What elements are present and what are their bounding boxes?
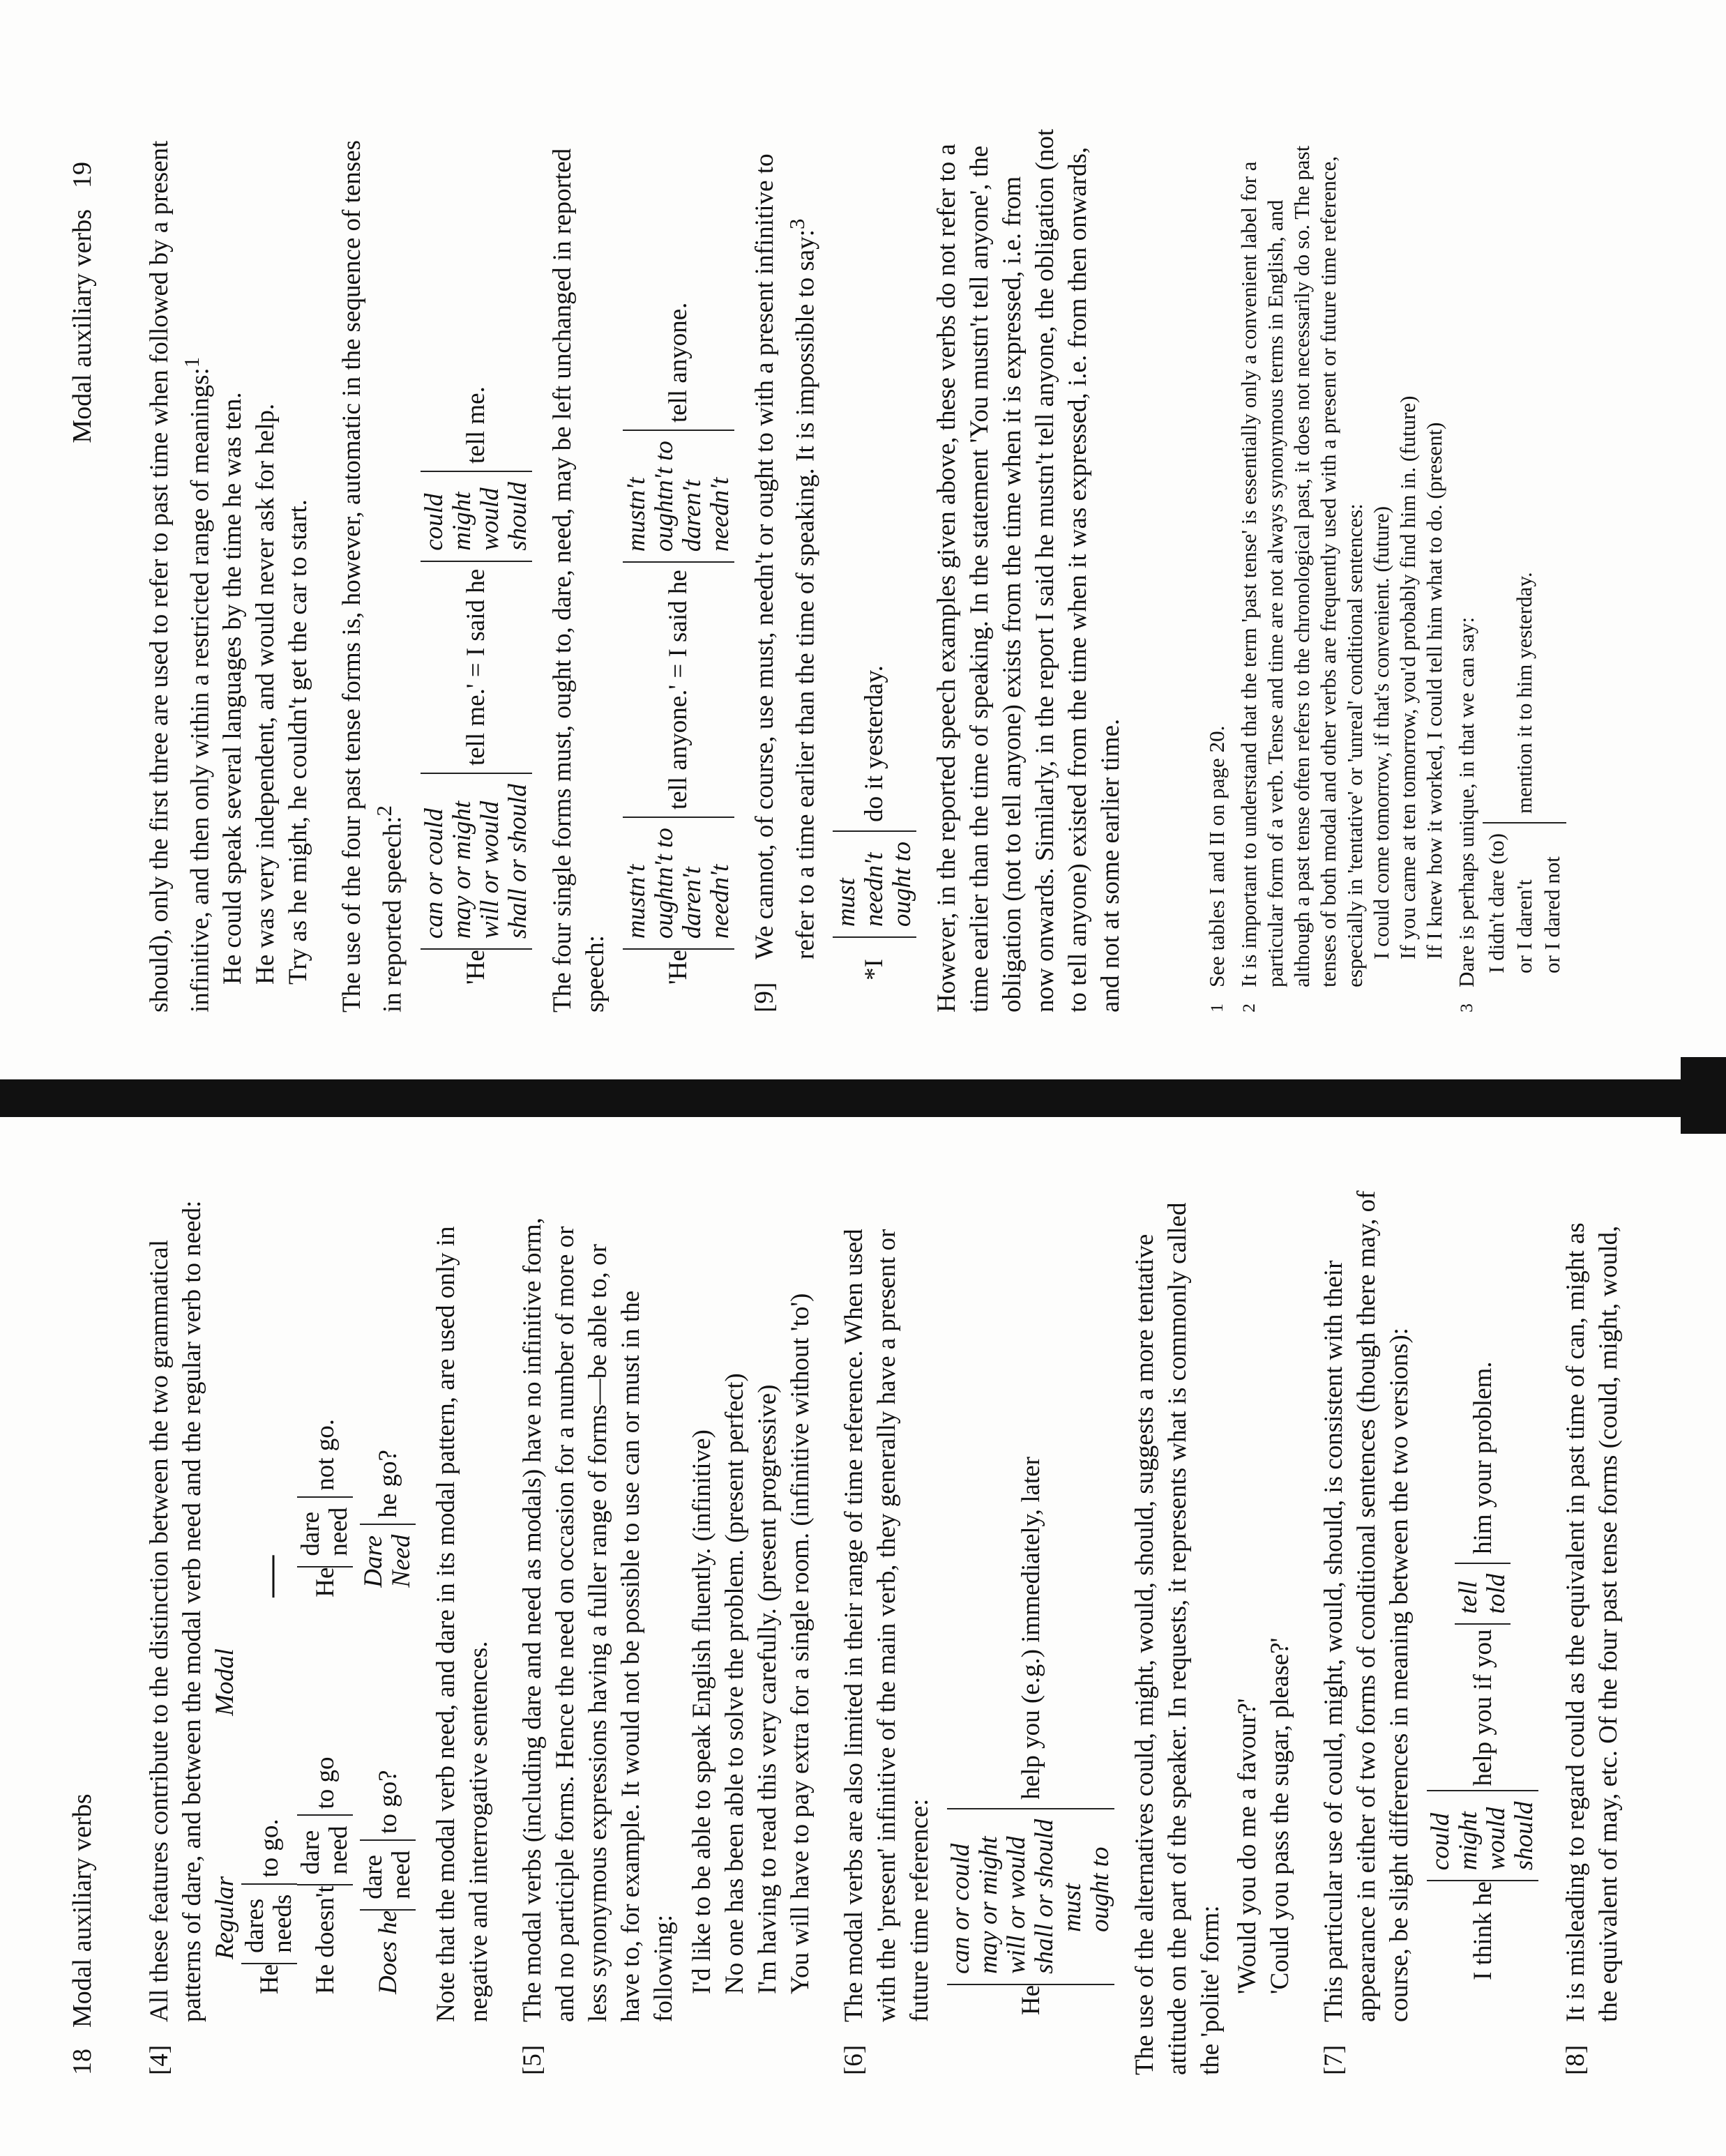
- example: I could come tomorrow, if that's convenient. (future): [1368, 506, 1393, 959]
- column-head-regular: Regular: [211, 1876, 239, 1959]
- modal-stack: [421, 773, 532, 950]
- verb-stack: [1455, 1563, 1511, 1625]
- modal-form: daren't: [677, 867, 706, 939]
- modal-form: could: [419, 493, 448, 551]
- footnote-text: It is important to understand that the term 'past tense' is essentially only a convenient label for a particular form of a verb. Tense and time are not always synonymous terms in English, and although a past tense often refers to the chronological past, it does not necessarily do so. The past tenses of both modal and other verbs are frequently used with a present or future time reference, especially in 'tentative' or 'unreal' conditional sentences:: [1236, 145, 1367, 987]
- pattern-subject: He: [255, 1964, 284, 1994]
- example-list: [1231, 1190, 1296, 1994]
- section-number: [6]: [840, 2044, 868, 2075]
- continued-text: should), only the first three are used to refer to past time when followed by a present infinitive, and then only within a restricted range of meanings:: [145, 140, 215, 1012]
- example: If I knew how it worked, I could tell him what to do. (present): [1421, 422, 1446, 959]
- modal-form: may or might: [447, 800, 476, 939]
- footnote-3: [1453, 127, 1566, 1012]
- pattern-row: [360, 1604, 416, 1994]
- pattern-row: [297, 1604, 353, 1994]
- footnotes: [1204, 127, 1566, 1012]
- table-subject: I think he: [1468, 1881, 1497, 1980]
- paragraph: [748, 127, 822, 959]
- pattern-row: [297, 1419, 353, 1597]
- verb-stack: [297, 1496, 353, 1567]
- example-list: [686, 1190, 817, 1994]
- table-rest: tell me.: [462, 386, 491, 464]
- modal-form: would: [1482, 1807, 1511, 1871]
- example: Try as he might, he couldn't get the car to start.: [284, 499, 313, 985]
- verb: dare: [296, 1830, 325, 1875]
- pattern-rest: to go?: [373, 1770, 402, 1834]
- section-4: [143, 1190, 416, 2075]
- example: You will have to pay extra for a single room. (infinitive without 'to'): [786, 1293, 815, 1994]
- right-page-body: [143, 127, 1572, 1012]
- book-gutter: [0, 1079, 1726, 1117]
- footnote-1: [1204, 127, 1230, 1012]
- section-6: [838, 1190, 1296, 2075]
- right-running-head: Modal auxiliary verbs: [68, 209, 97, 443]
- modal-form: can or could: [946, 1843, 975, 1974]
- verb: dares: [241, 1898, 269, 1953]
- example: I'm having to read this very carefully. (present progressive): [753, 1384, 782, 1994]
- modal-form: ought to: [1086, 1846, 1114, 1932]
- example-list: [216, 127, 315, 985]
- modal-form: could: [1426, 1812, 1455, 1871]
- paragraph: The modal verbs (including dare and need as modals) have no infinitive form, and no participle forms. Hence the need on occasion for a number of more or less synonymous expressions having a fuller range of forms—be able to, or have to, for example. It would not be possible to use can or must in the following:: [518, 1217, 678, 2022]
- example: He could speak several languages by the time he was ten.: [218, 392, 248, 985]
- modal-form: mustn't: [621, 864, 651, 939]
- verb: Need: [387, 1534, 416, 1588]
- verb: need: [324, 1507, 353, 1556]
- paragraph: [143, 127, 216, 1012]
- reported-speech-table-2: [623, 127, 734, 985]
- paragraph: It is misleading to regard could as the equivalent in past time of can, might as the equivalent of may, etc. Of the four past tense forms (could, might, would,: [1561, 1222, 1623, 2022]
- verb-stack: [297, 1814, 353, 1885]
- section-number: [8]: [1561, 2044, 1590, 2075]
- pattern-row: [360, 1450, 416, 1597]
- modal-form: should: [503, 482, 532, 551]
- verb: needs: [268, 1894, 297, 1953]
- modal-form: must: [1058, 1883, 1087, 1932]
- pattern-rest: he go?: [373, 1450, 402, 1518]
- modal-form: shall or should: [1030, 1819, 1059, 1974]
- verb: dare: [359, 1855, 388, 1899]
- modal-stack: [421, 471, 532, 562]
- left-page-body: [143, 1190, 1646, 2075]
- paragraph-text: We cannot, of course, use must, needn't or ought to with a present infinitive to refer to a time earlier than the time of speaking. It is impossible to say:: [750, 153, 819, 959]
- paragraph: All these features contribute to the distinction between the two grammatical patterns of dare, and between the modal verb need and the regular verb to need:: [145, 1200, 206, 2022]
- pattern-table: [241, 1190, 416, 1994]
- section-number: [7]: [1319, 2044, 1348, 2075]
- book-gutter-edge: [1681, 1057, 1726, 1134]
- modal-form: needn't: [705, 477, 734, 552]
- table-rest: mention it to him yesterday.: [1511, 572, 1536, 814]
- verb: need: [324, 1825, 353, 1875]
- modal-form: will or would: [1002, 1836, 1031, 1974]
- verb: tell: [1454, 1581, 1483, 1614]
- pattern-subject: He: [310, 1567, 340, 1597]
- footnote-number: 3: [1455, 1003, 1476, 1012]
- pattern-row: [245, 1555, 292, 1597]
- paragraph: This particular use of could, might, would, should, is consistent with their appearance in either of two forms of conditional sentences (though there may, of course, be slight differences in meaning between the two versions):: [1319, 1190, 1414, 2022]
- pattern-subject: Does he: [373, 1910, 402, 1994]
- verb-stack: [241, 1883, 297, 1964]
- footnote-2: [1236, 127, 1448, 1012]
- dare-forms: [1483, 127, 1566, 973]
- section-5: [516, 1190, 817, 2075]
- verb: dare: [296, 1511, 325, 1556]
- pattern-subject: He doesn't: [310, 1885, 340, 1994]
- table-rest: help you (e.g.) immediately, later: [1016, 1457, 1045, 1800]
- modal-form: might: [447, 492, 476, 551]
- footnote-ref: 3: [785, 218, 809, 229]
- table-subject: 'He: [462, 950, 491, 985]
- table-middle: tell anyone.' = I said he: [664, 570, 693, 810]
- footnote-ref: 2: [372, 805, 397, 817]
- table-subject: 'He: [664, 950, 693, 985]
- form-stack: [1483, 822, 1566, 973]
- example: 'Could you pass the sugar, please?': [1266, 1637, 1294, 1994]
- pattern-column-heads: [209, 1190, 241, 1959]
- modal-form: will or would: [475, 800, 504, 939]
- paragraph: [335, 127, 409, 1012]
- verb: told: [1482, 1573, 1511, 1614]
- right-page-number: 19: [68, 162, 97, 188]
- modal-form: might: [1454, 1811, 1483, 1871]
- paragraph: Note that the modal verb need, and dare in its modal pattern, are used only in negative and interrogative sentences.: [432, 1226, 493, 2022]
- verb-stack: [360, 1839, 416, 1911]
- section-7: [1317, 1190, 1538, 2075]
- modal-table: [947, 1190, 1114, 2015]
- pattern-rest: to go: [310, 1756, 340, 1809]
- example: 'Would you do me a favour?': [1233, 1698, 1262, 1994]
- table-middle: help you if you: [1468, 1629, 1497, 1786]
- pattern-rest: not go.: [310, 1418, 340, 1491]
- right-page: [0, 120, 1726, 1026]
- table-rest: him your problem.: [1468, 1361, 1497, 1554]
- paragraph-text: The use of the four past tense forms is, however, automatic in the sequence of tenses in reported speech:: [338, 140, 407, 1012]
- section-number: [5]: [518, 2044, 547, 2075]
- modal-dash: —: [245, 1555, 292, 1597]
- footnote-ref: 1: [180, 356, 204, 368]
- modal-stack: [833, 830, 916, 938]
- pattern-row: [241, 1604, 297, 1994]
- paragraph: The use of the alternatives could, might, would, should, suggests a more tentative attitude on the part of the speaker. In requests, it represents what is commonly called the 'polite' form:: [1130, 1202, 1225, 2075]
- modal-form: can or could: [419, 808, 448, 939]
- verb: need: [387, 1850, 416, 1899]
- form: or I dared not: [1539, 856, 1564, 973]
- paragraph: The four single forms must, ought to, dare, need, may be left unchanged in reported speech:: [547, 148, 610, 1012]
- modal-form: must: [831, 878, 861, 927]
- table-subject: He: [1016, 1984, 1045, 2015]
- table-middle: tell me.' = I said he: [462, 568, 491, 766]
- modal-form: ought to: [887, 841, 916, 927]
- modal-stack: [623, 817, 734, 950]
- modal-form: should: [1510, 1801, 1538, 1871]
- section-number: [9]: [750, 982, 779, 1012]
- left-page: [0, 1183, 1726, 2089]
- impossible-example: [831, 127, 916, 980]
- paragraph: However, in the reported speech examples given above, these verbs do not refer to a time earlier than the time of speaking. In the statement 'You mustn't tell anyone', the obligation (not to tell anyone) exists from the time when it is expressed, i.e. from now onwards. Similarly, in the report I said he mustn't tell anyone, the obligation (not to tell anyone) existed from the time when it was expressed, i.e. from then onwards, and not at some earlier time.: [932, 128, 1125, 1012]
- section-9: [748, 127, 1127, 1012]
- verb-stack: [360, 1524, 416, 1597]
- modal-form: shall or should: [503, 784, 532, 939]
- modal-form: mustn't: [621, 477, 651, 552]
- example: He was very independent, and would never ask for help.: [251, 403, 280, 985]
- modal-form: oughtn't to: [649, 441, 679, 552]
- example: If you came at ten tomorrow, you'd probably find him in. (future): [1395, 395, 1420, 959]
- verb: Dare: [359, 1535, 388, 1588]
- table-subject: *I: [860, 959, 889, 980]
- form: or I daren't: [1511, 879, 1536, 973]
- pattern-rest: to go.: [255, 1819, 284, 1878]
- table-rest: do it yesterday.: [860, 665, 889, 822]
- modal-form: may or might: [974, 1836, 1003, 1974]
- footnote-number: 1: [1206, 1003, 1227, 1012]
- column-head-modal: Modal: [211, 1648, 239, 1716]
- modal-form: needn't: [705, 864, 734, 939]
- modal-stack: [1427, 1791, 1538, 1882]
- paragraph: The modal verbs are also limited in their range of time reference. When used with the 'present' infinitive of the main verb, they generally have a present or future time reference:: [840, 1229, 934, 2022]
- modal-form: oughtn't to: [649, 828, 679, 939]
- section-8: [1559, 1190, 1625, 2075]
- footnote-text: See tables I and II on page 20.: [1204, 725, 1229, 987]
- modal-form: daren't: [677, 480, 706, 552]
- left-page-number: 18: [68, 2049, 97, 2075]
- modal-stack: [623, 430, 734, 563]
- form: I didn't dare (to): [1483, 833, 1508, 973]
- modal-stack: [947, 1808, 1114, 1985]
- modal-form: needn't: [859, 852, 888, 927]
- left-running-head: Modal auxiliary verbs: [68, 1793, 97, 2028]
- table-rest: tell anyone.: [664, 302, 693, 423]
- footnote-text: Dare is perhaps unique, in that we can say:: [1453, 616, 1478, 987]
- conditional-table: [1427, 1190, 1538, 1980]
- example: No one has been able to solve the problem. (present perfect): [720, 1373, 749, 1994]
- example-list: [1368, 127, 1448, 959]
- reported-speech-table-1: [421, 127, 532, 985]
- example: I'd like to be able to speak English fluently. (infinitive): [688, 1429, 716, 1994]
- right-running-header: [66, 162, 99, 443]
- section-number: [4]: [145, 2044, 174, 2075]
- footnote-number: 2: [1238, 1003, 1259, 1012]
- left-running-header: [66, 1793, 99, 2075]
- modal-form: would: [475, 487, 504, 551]
